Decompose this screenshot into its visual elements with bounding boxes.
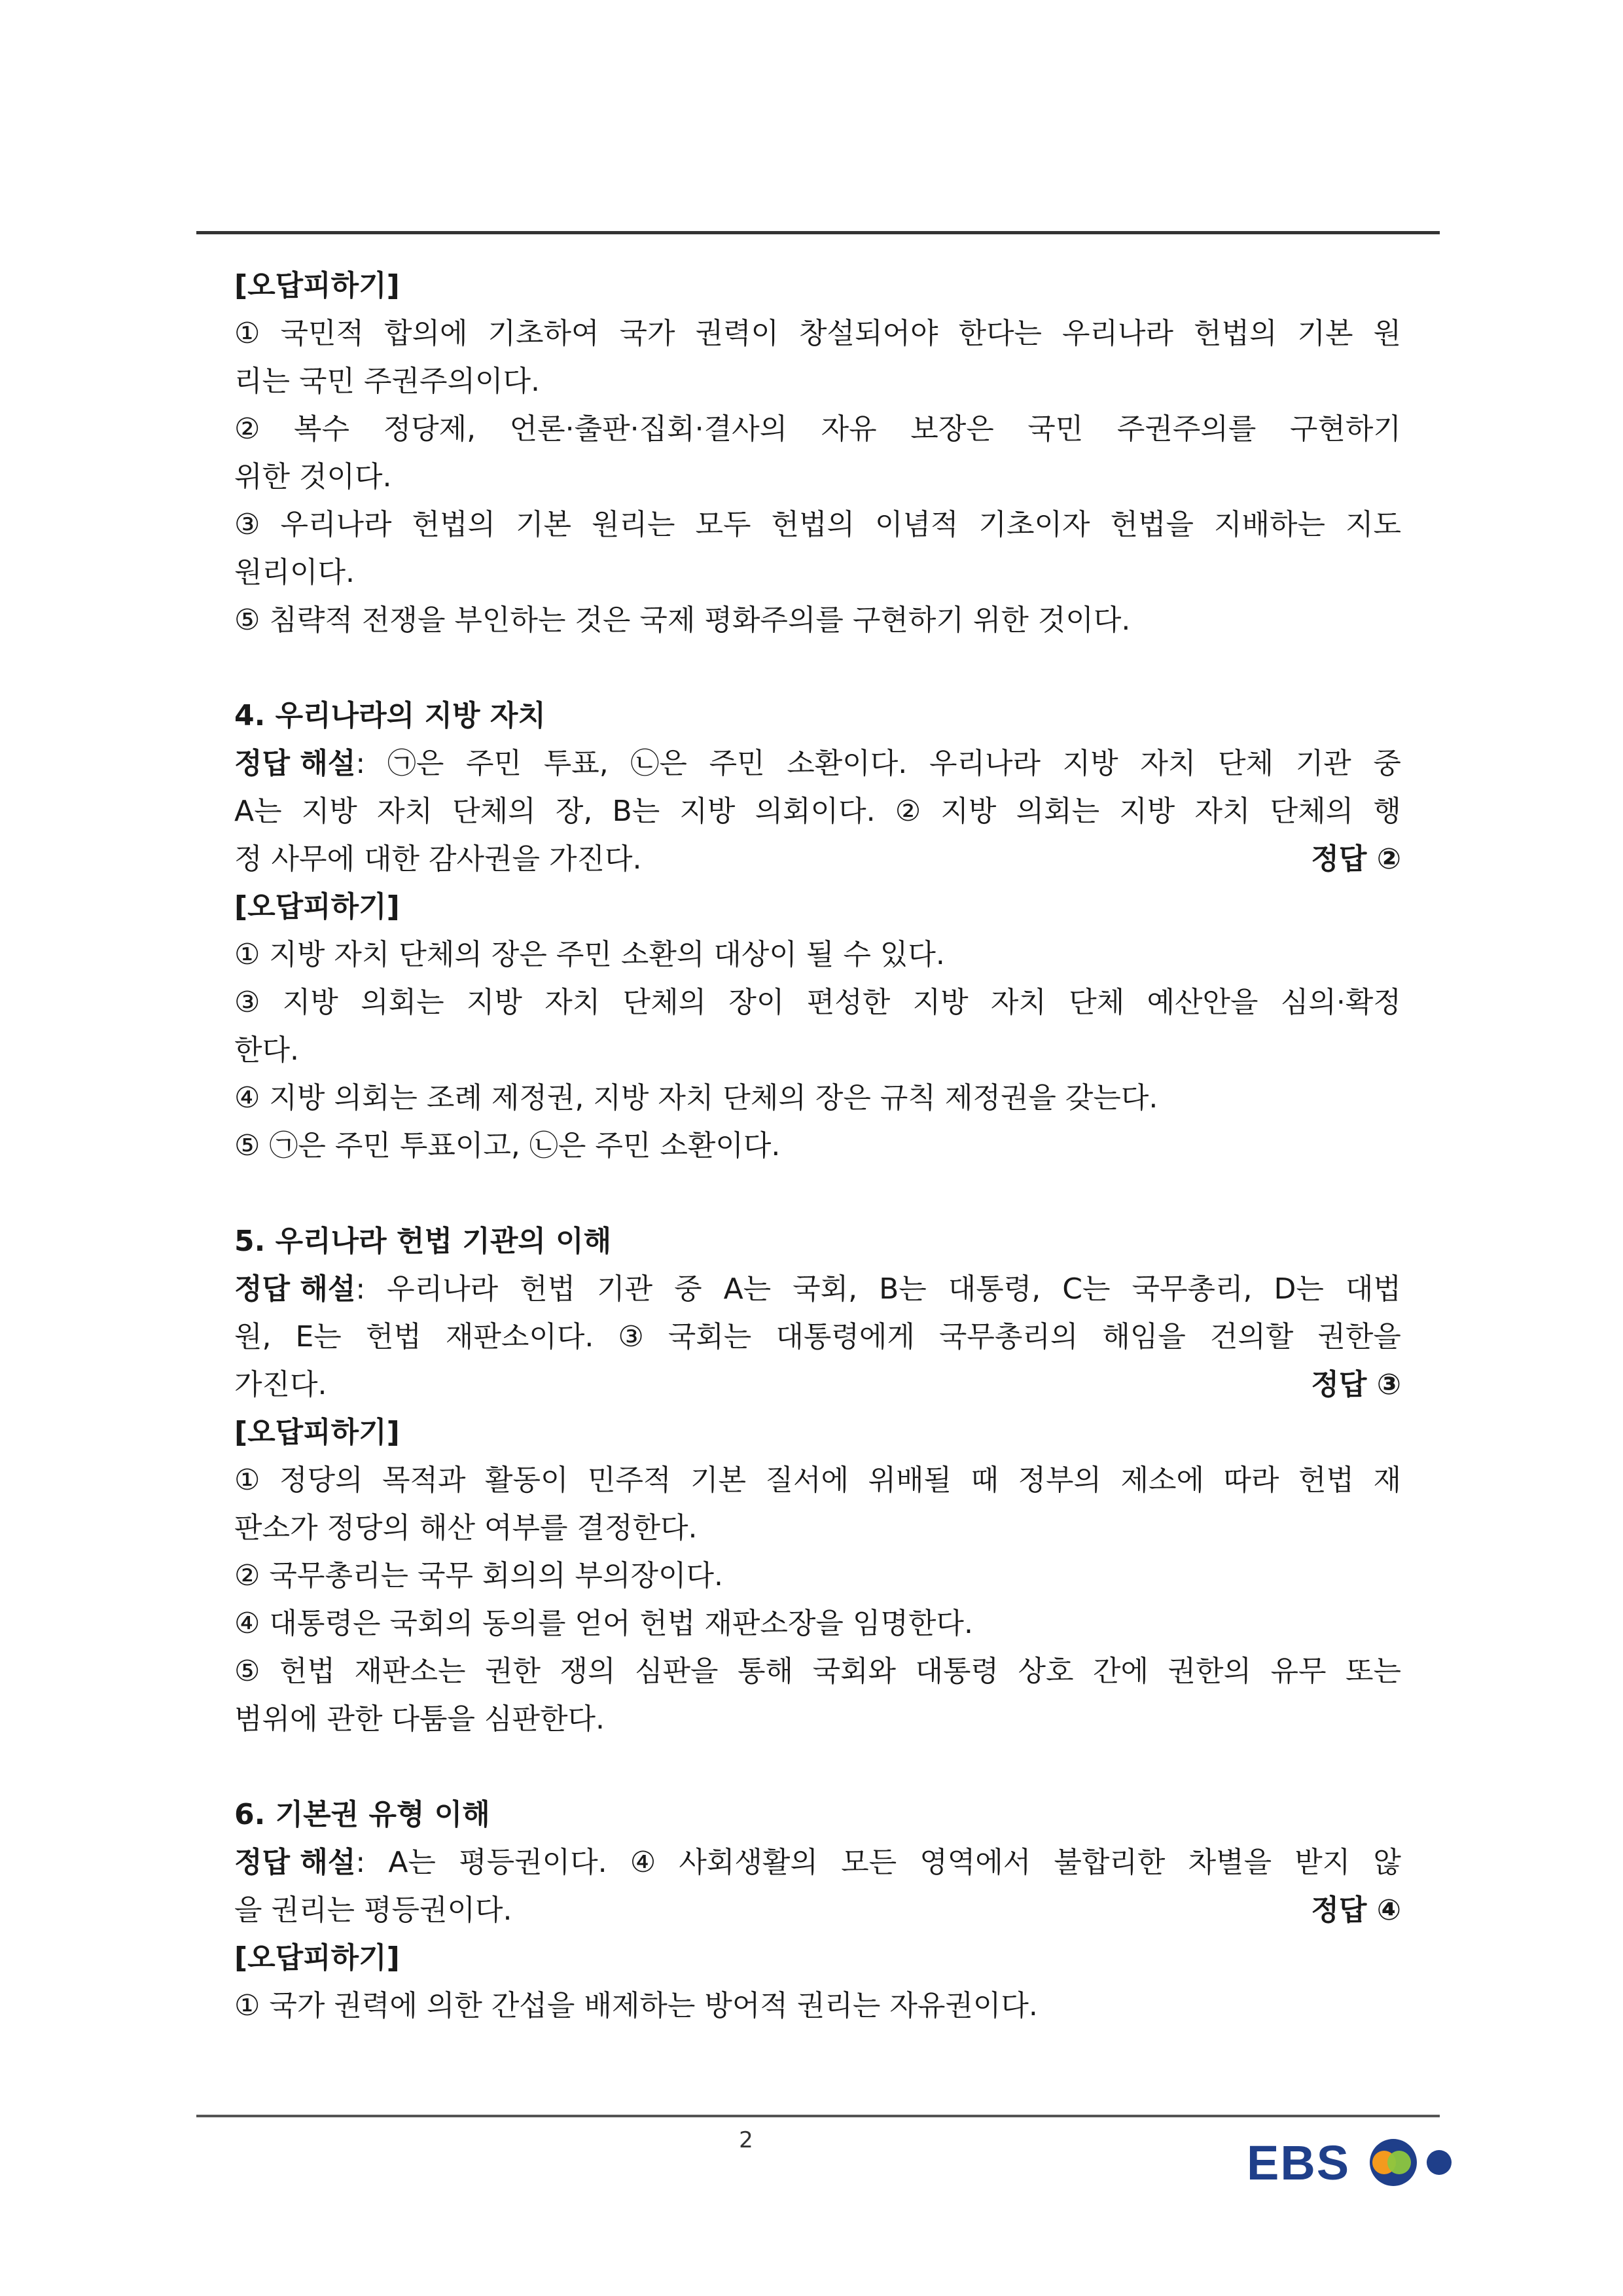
avoid-wrong-line: ④ 대통령은 국회의 동의를 얻어 헌법 재판소장을 임명한다. [234,1607,973,1640]
explanation-line: 정답 해설: 우리나라 헌법 기관 중 A는 국회, B는 대통령, C는 국무총리, D는 대법 [234,1272,1401,1306]
avoid-wrong-line: 한다. [234,1033,299,1067]
explanation-label: 정답 해설 [234,747,356,780]
avoid-wrong-line: 리는 국민 주권주의이다. [234,365,540,398]
explanation-line [234,1361,1401,1408]
avoid-wrong-line: 범위에 관한 다툼을 심판한다. [234,1702,605,1736]
answer-key: 정답 ② [1311,842,1401,876]
avoid-wrong-line: ① 국민적 합의에 기초하여 국가 권력이 창설되어야 한다는 우리나라 헌법의 기본 원 [234,317,1401,350]
explanation-line: 정답 해설: ㉠은 주민 투표, ㉡은 주민 소환이다. 우리나라 지방 자치 단체 기관 중 [234,747,1401,780]
section-gap [234,644,1401,692]
header-rule [196,231,1440,234]
avoid-wrong-line: ① 정당의 목적과 활동이 민주적 기본 질서에 위배될 때 정부의 제소에 따라 헌법 재 [234,1463,1401,1497]
section-gap [234,1743,1401,1791]
explanation-line [234,1886,1401,1934]
avoid-wrong-line: ④ 지방 의회는 조례 제정권, 지방 자치 단체의 장은 규칙 제정권을 갖는다. [234,1081,1158,1115]
avoid-wrong-line: ② 국무총리는 국무 회의의 부의장이다. [234,1559,723,1592]
avoid-wrong-label: [오답피하기] [234,269,400,302]
explanation-text: 가진다. [234,1368,327,1401]
ebs-logo-text: EBS [1247,2136,1351,2190]
avoid-wrong-line: ⑤ ㉠은 주민 투표이고, ㉡은 주민 소환이다. [234,1129,781,1162]
explanation-line: A는 지방 자치 단체의 장, B는 지방 의회이다. ② 지방 의회는 지방 자치 단체의 행 [234,795,1401,828]
avoid-wrong-line: ⑤ 침략적 전쟁을 부인하는 것은 국제 평화주의를 구현하기 위한 것이다. [234,603,1131,637]
avoid-wrong-label: [오답피하기] [234,1941,400,1975]
avoid-wrong-line: ① 국가 권력에 의한 간섭을 배제하는 방어적 권리는 자유권이다. [234,1989,1038,2022]
avoid-wrong-line: 원리이다. [234,556,355,589]
explanation-line: 정답 해설: A는 평등권이다. ④ 사회생활의 모든 영역에서 불합리한 차별을 받지 않 [234,1846,1401,1879]
avoid-wrong-line: 위한 것이다. [234,460,392,493]
avoid-wrong-label: [오답피하기] [234,890,400,924]
page-number: 2 [739,2127,753,2153]
section-heading: 6. 기본권 유형 이해 [234,1798,490,1831]
avoid-wrong-line: ⑤ 헌법 재판소는 권한 쟁의 심판을 통해 국회와 대통령 상호 간에 권한의 유무 또는 [234,1655,1401,1688]
avoid-wrong-label: [오답피하기] [234,1416,400,1449]
avoid-wrong-line: ① 지방 자치 단체의 장은 주민 소환의 대상이 될 수 있다. [234,938,945,971]
section-gap [234,1170,1401,1217]
footer-rule [196,2115,1440,2117]
answer-key: 정답 ④ [1311,1893,1401,1927]
section-heading: 5. 우리나라 헌법 기관의 이해 [234,1225,612,1258]
avoid-wrong-line: ③ 지방 의회는 지방 자치 단체의 장이 편성한 지방 자치 단체 예산안을 심의·확정 [234,986,1401,1019]
explanation-text: 을 권리는 평등권이다. [234,1893,512,1927]
ebs-logo-circles-icon [1247,2132,1456,2191]
explanation-text: 정 사무에 대한 감사권을 가진다. [234,842,642,876]
answer-key: 정답 ③ [1311,1368,1401,1401]
document-body [234,262,1401,2030]
explanation-line [234,835,1401,883]
explanation-label: 정답 해설 [234,1272,356,1306]
avoid-wrong-line: 판소가 정당의 해산 여부를 결정한다. [234,1511,698,1545]
explanation-label: 정답 해설 [234,1846,356,1879]
ebs-logo [1247,2132,1456,2191]
avoid-wrong-line: ② 복수 정당제, 언론·출판·집회·결사의 자유 보장은 국민 주권주의를 구현하기 [234,412,1401,446]
avoid-wrong-line: ③ 우리나라 헌법의 기본 원리는 모두 헌법의 이념적 기초이자 헌법을 지배하는 지도 [234,508,1401,541]
section-heading: 4. 우리나라의 지방 자치 [234,699,546,732]
explanation-line: 원, E는 헌법 재판소이다. ③ 국회는 대통령에게 국무총리의 해임을 건의할 권한을 [234,1320,1401,1354]
